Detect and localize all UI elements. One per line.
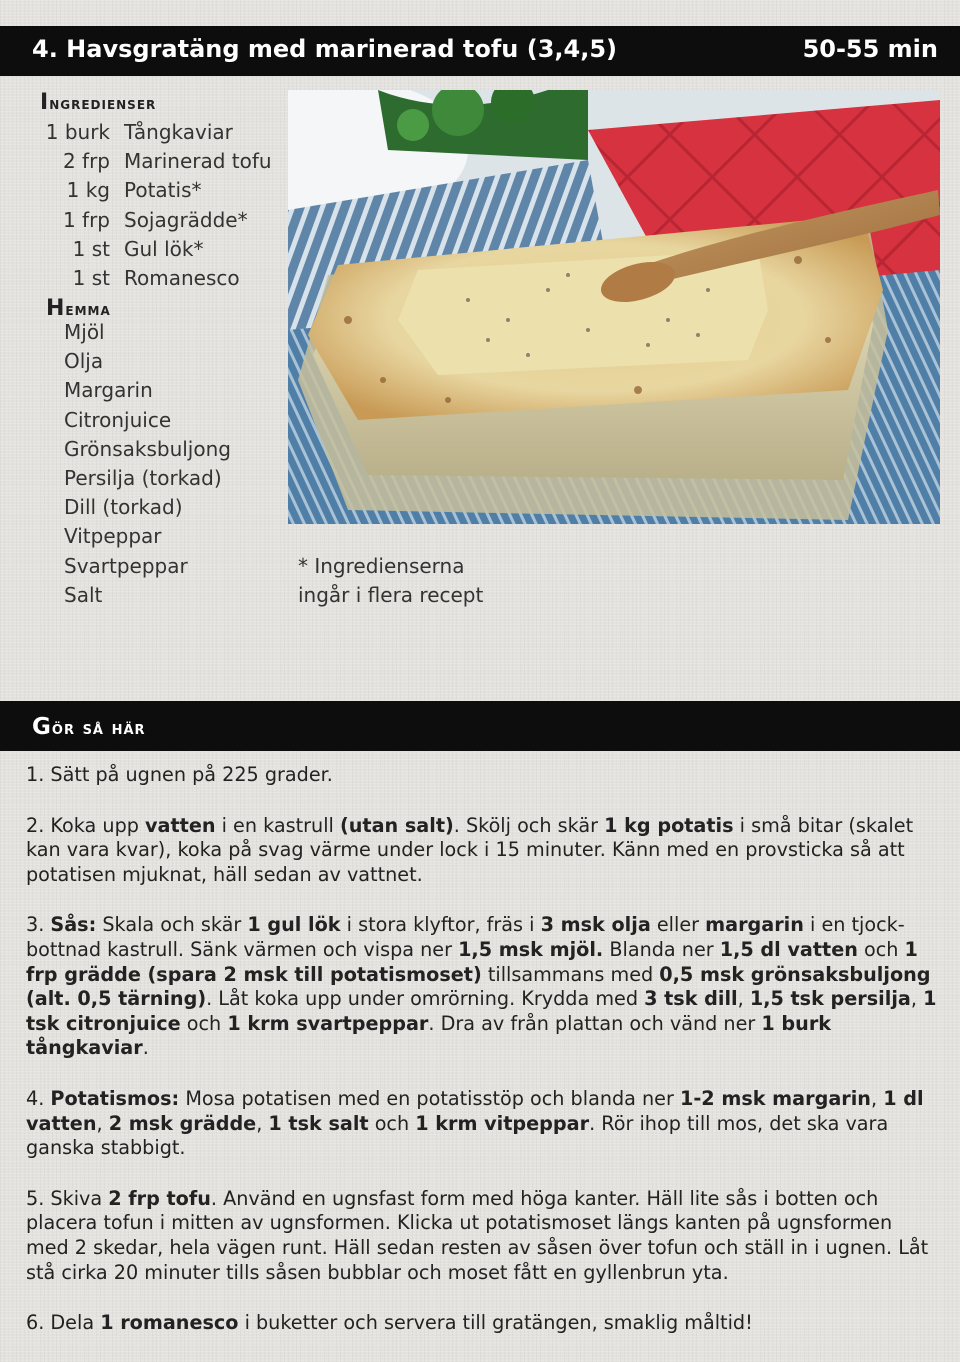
step-emphasis: 1 gul lök	[247, 913, 341, 937]
ingredient-item	[30, 206, 272, 235]
ingredient-item	[30, 176, 272, 205]
footnote-line: * Ingredienserna	[298, 554, 465, 578]
step-emphasis: 1 krm svartpeppar	[227, 1011, 429, 1035]
step-text: i buketter och servera till gratängen, smaklig måltid!	[238, 1311, 753, 1335]
step-emphasis: Potatismos:	[50, 1086, 180, 1110]
home-item: Salt	[64, 582, 103, 607]
step-text: Skala och skär	[96, 913, 248, 937]
step-emphasis: 3 tsk dill	[644, 987, 738, 1011]
home-item: Olja	[64, 349, 104, 374]
ingredient-name: Sojagrädde*	[124, 207, 248, 232]
step-emphasis: 1 dl vatten	[26, 1086, 924, 1135]
step-text: . Skölj och skär	[453, 813, 605, 837]
step-text: ,	[256, 1111, 269, 1135]
step-text: 5. Skiva	[26, 1186, 109, 1210]
step-emphasis: margarin	[705, 913, 804, 937]
ingredients-heading: Ingredienser	[40, 90, 157, 115]
step-text: . Rör ihop till mos, det ska vara ganska stabbigt.	[26, 1111, 889, 1160]
step-text: 3.	[26, 913, 51, 937]
step-text: Blanda ner	[603, 937, 720, 961]
step-text: ,	[737, 987, 750, 1011]
step-emphasis: 2 msk grädde	[108, 1111, 257, 1135]
step-text: 6. Dela	[26, 1311, 101, 1335]
step-text: i en kastrull	[215, 813, 340, 837]
home-item: Grönsaksbuljong	[64, 436, 231, 461]
step-emphasis: 1,5 dl vatten	[719, 937, 858, 961]
step-emphasis: (utan salt)	[339, 813, 454, 837]
step-emphasis: 1,5 tsk persilja	[749, 987, 911, 1011]
ingredient-name: Romanesco	[124, 265, 240, 290]
step-text: Mosa potatisen med en potatisstöp och blanda ner	[179, 1086, 680, 1110]
step-text: tillsammans med	[481, 962, 660, 986]
step-text: i en tjock-bottnad kastrull. Sänk värmen och vispa ner	[26, 913, 905, 961]
step-text: eller	[650, 913, 706, 937]
step-text: i små bitar (skalet kan vara kvar), koka på svag värme under lock i 15 minuter. Känn med en provsticka så att potatisen mjuknat, häll sedan av vattnet.	[26, 813, 914, 886]
ingredient-quantity: 1 st	[72, 265, 110, 290]
home-item: Dill (torkad)	[64, 495, 183, 520]
home-item: Persilja (torkad)	[64, 465, 222, 490]
home-item: Margarin	[64, 378, 153, 403]
method-step	[26, 763, 940, 788]
method-steps	[26, 763, 940, 1362]
home-heading: Hemma	[46, 296, 111, 321]
ingredient-quantity: 2 frp	[62, 149, 110, 174]
step-emphasis: 3 msk olja	[540, 913, 651, 937]
step-text: i stora klyftor, fräs i	[340, 913, 541, 937]
cooking-time: 50-55 min	[802, 35, 938, 63]
ingredient-item	[30, 118, 272, 147]
home-ingredients-list	[64, 318, 231, 610]
step-emphasis: 1 romanesco	[100, 1311, 239, 1335]
step-text: 1. Sätt på ugnen på 225 grader.	[26, 763, 333, 786]
step-text: och	[180, 1011, 228, 1035]
recipe-header	[0, 26, 960, 76]
step-text: 2. Koka upp	[26, 813, 146, 837]
step-emphasis: 1 krm vitpeppar	[415, 1111, 590, 1135]
step-emphasis: 1 tsk citronjuice	[26, 987, 937, 1035]
gratin-photo	[288, 90, 940, 524]
step-emphasis: Sås:	[50, 913, 97, 937]
step-emphasis: 1-2 msk margarin	[679, 1086, 871, 1110]
ingredient-name: Gul lök*	[124, 236, 204, 261]
step-text: . Dra av från plattan och vänd ner	[428, 1011, 762, 1035]
ingredient-item	[30, 235, 272, 264]
method-step	[26, 913, 940, 1061]
step-emphasis: 1,5 msk mjöl.	[458, 937, 604, 961]
ingredients-footnote	[298, 552, 483, 610]
ingredient-name: Marinerad tofu	[124, 149, 272, 174]
step-text: ,	[910, 987, 924, 1011]
home-item: Vitpeppar	[64, 524, 162, 549]
ingredient-quantity: 1 frp	[62, 207, 110, 232]
step-text: ,	[96, 1111, 109, 1135]
footnote-line: ingår i flera recept	[298, 583, 484, 607]
ingredient-quantity: 1 kg	[66, 178, 110, 203]
step-emphasis: 1 kg potatis	[604, 813, 734, 837]
ingredient-name: Tångkaviar	[124, 120, 233, 144]
method-header	[0, 701, 960, 751]
ingredient-quantity: 1 burk	[45, 120, 110, 144]
step-emphasis: 2 frp tofu	[108, 1186, 211, 1210]
home-item: Citronjuice	[64, 407, 172, 432]
ingredient-name: Potatis*	[124, 178, 202, 203]
ingredient-item	[30, 264, 272, 293]
recipe-title: 4. Havsgratäng med marinerad tofu (3,4,5)	[32, 35, 618, 63]
step-text: .	[142, 1036, 149, 1060]
method-step	[26, 1087, 940, 1161]
step-text: . Använd en ugnsfast form med höga kanter. Häll lite sås i botten och placera tofun i mitten av ugnsformen. Klicka ut potatismoset längs kanten på ugnsformen med 2 skedar, hela vägen runt. Häll sedan resten av såsen över tofun och ställ in i ugnen. Låt stå cirka 20 minuter tills såsen bubblar och moset fått en gyllenbrun yta.	[26, 1186, 929, 1284]
home-item: Svartpeppar	[64, 553, 188, 578]
step-text: ,	[870, 1086, 884, 1110]
step-emphasis: vatten	[145, 813, 216, 837]
step-text: 4.	[26, 1086, 51, 1110]
step-text: . Låt koka upp under omrörning. Krydda med	[206, 987, 645, 1011]
method-heading: Gör så här	[32, 714, 146, 740]
step-emphasis: 0,5 msk grönsaksbuljong (alt. 0,5 tärning)	[26, 962, 931, 1011]
method-step	[26, 814, 940, 888]
ingredient-item	[30, 147, 272, 176]
step-emphasis: 1 burk tångkaviar	[26, 1011, 832, 1060]
method-step	[26, 1187, 940, 1285]
ingredients-list	[30, 118, 272, 293]
step-text: och	[857, 937, 905, 961]
ingredient-quantity: 1 st	[72, 236, 110, 261]
home-item: Mjöl	[64, 320, 105, 344]
step-emphasis: 1 tsk salt	[268, 1111, 369, 1135]
step-emphasis: 1 frp grädde (spara 2 msk till potatismoset)	[26, 937, 918, 986]
method-step	[26, 1311, 940, 1336]
step-text: och	[368, 1111, 416, 1135]
